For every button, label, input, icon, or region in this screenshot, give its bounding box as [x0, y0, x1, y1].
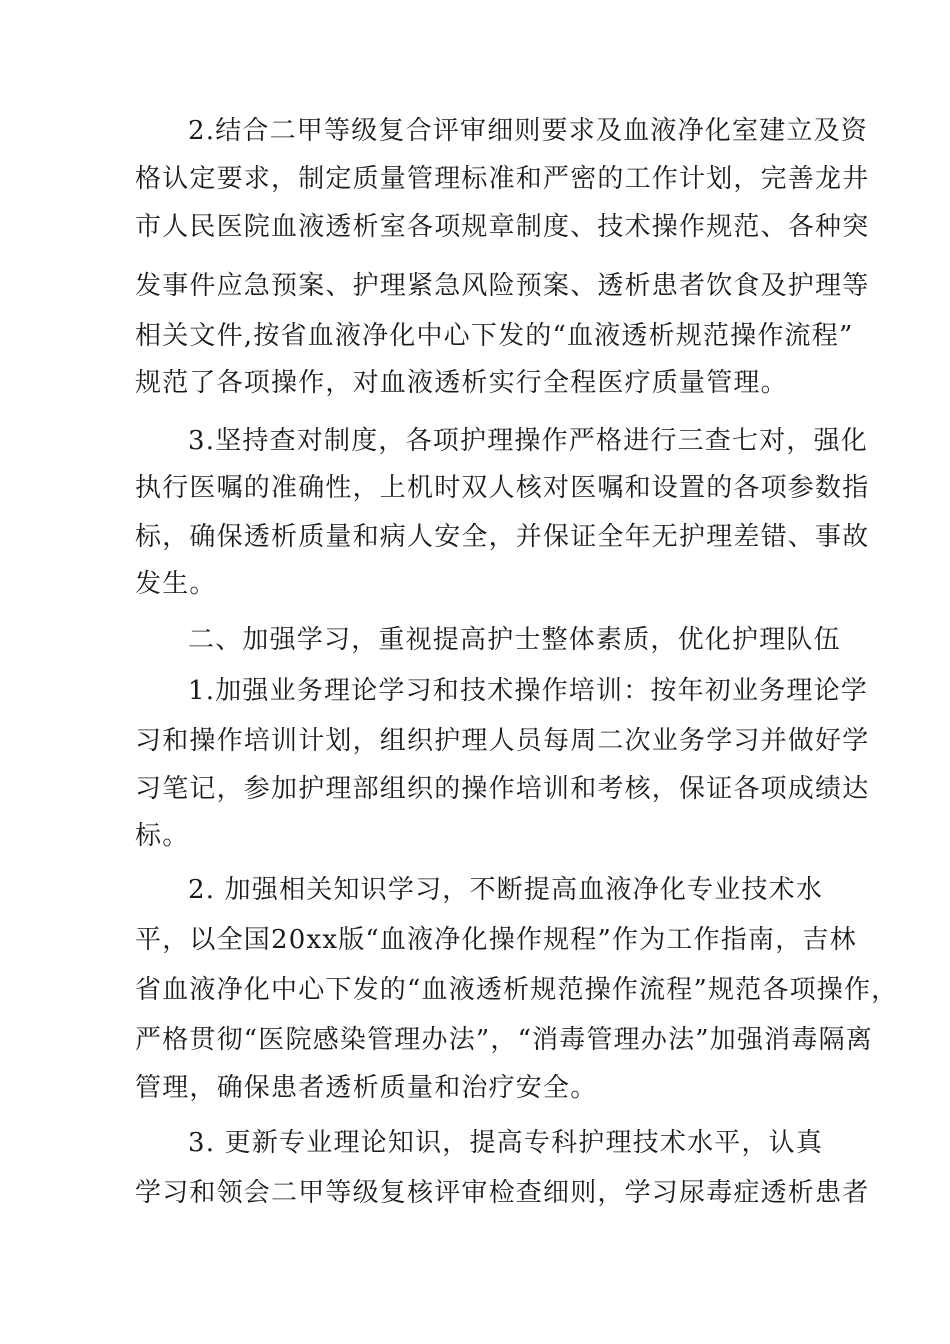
paragraph-line: 市人民医院血液透析室各项规章制度、技术操作规范、各种突 — [135, 212, 870, 242]
paragraph-line: 管理，确保患者透析质量和治疗安全。 — [135, 1073, 598, 1103]
paragraph-line: 发生。 — [135, 569, 217, 599]
paragraph-line: 2. 加强相关知识学习，不断提高血液净化专业技术水 — [188, 875, 824, 905]
paragraph-line: 习笔记，参加护理部组织的操作培训和考核，保证各项成绩达 — [135, 774, 870, 804]
paragraph-line: 2.结合二甲等级复合评审细则要求及血液净化室建立及资 — [188, 116, 869, 146]
paragraph-line: 标。 — [135, 821, 190, 851]
paragraph-line: 相关文件,按省血液净化中心下发的“血液透析规范操作流程” — [135, 321, 854, 351]
section-heading: 二、加强学习，重视提高护士整体素质，优化护理队伍 — [188, 625, 841, 655]
paragraph-line: 3.坚持查对制度，各项护理操作严格进行三查七对，强化 — [188, 426, 869, 456]
paragraph-line: 规范了各项操作，对血液透析实行全程医疗质量管理。 — [135, 368, 788, 398]
paragraph-line: 学习和领会二甲等级复核评审检查细则，学习尿毒症透析患者 — [135, 1178, 870, 1208]
paragraph-line: 格认定要求，制定质量管理标准和严密的工作计划，完善龙井 — [135, 164, 870, 194]
paragraph-line: 执行医嘱的准确性，上机时双人核对医嘱和设置的各项参数指 — [135, 473, 870, 503]
paragraph-line: 严格贯彻“医院感染管理办法”，“消毒管理办法”加强消毒隔离 — [135, 1025, 873, 1055]
paragraph-line: 省血液净化中心下发的“血液透析规范操作流程”规范各项操作， — [135, 975, 899, 1005]
paragraph-line: 平，以全国20xx版“血液净化操作规程”作为工作指南，吉林 — [135, 925, 857, 955]
paragraph-line: 1.加强业务理论学习和技术操作培训：按年初业务理论学 — [188, 676, 869, 706]
paragraph-line: 发事件应急预案、护理紧急风险预案、透析患者饮食及护理等 — [135, 271, 870, 301]
paragraph-line: 标，确保透析质量和病人安全，并保证全年无护理差错、事故 — [135, 522, 870, 552]
paragraph-line: 3. 更新专业理论知识，提高专科护理技术水平，认真 — [188, 1128, 824, 1158]
paragraph-line: 习和操作培训计划，组织护理人员每周二次业务学习并做好学 — [135, 726, 870, 756]
